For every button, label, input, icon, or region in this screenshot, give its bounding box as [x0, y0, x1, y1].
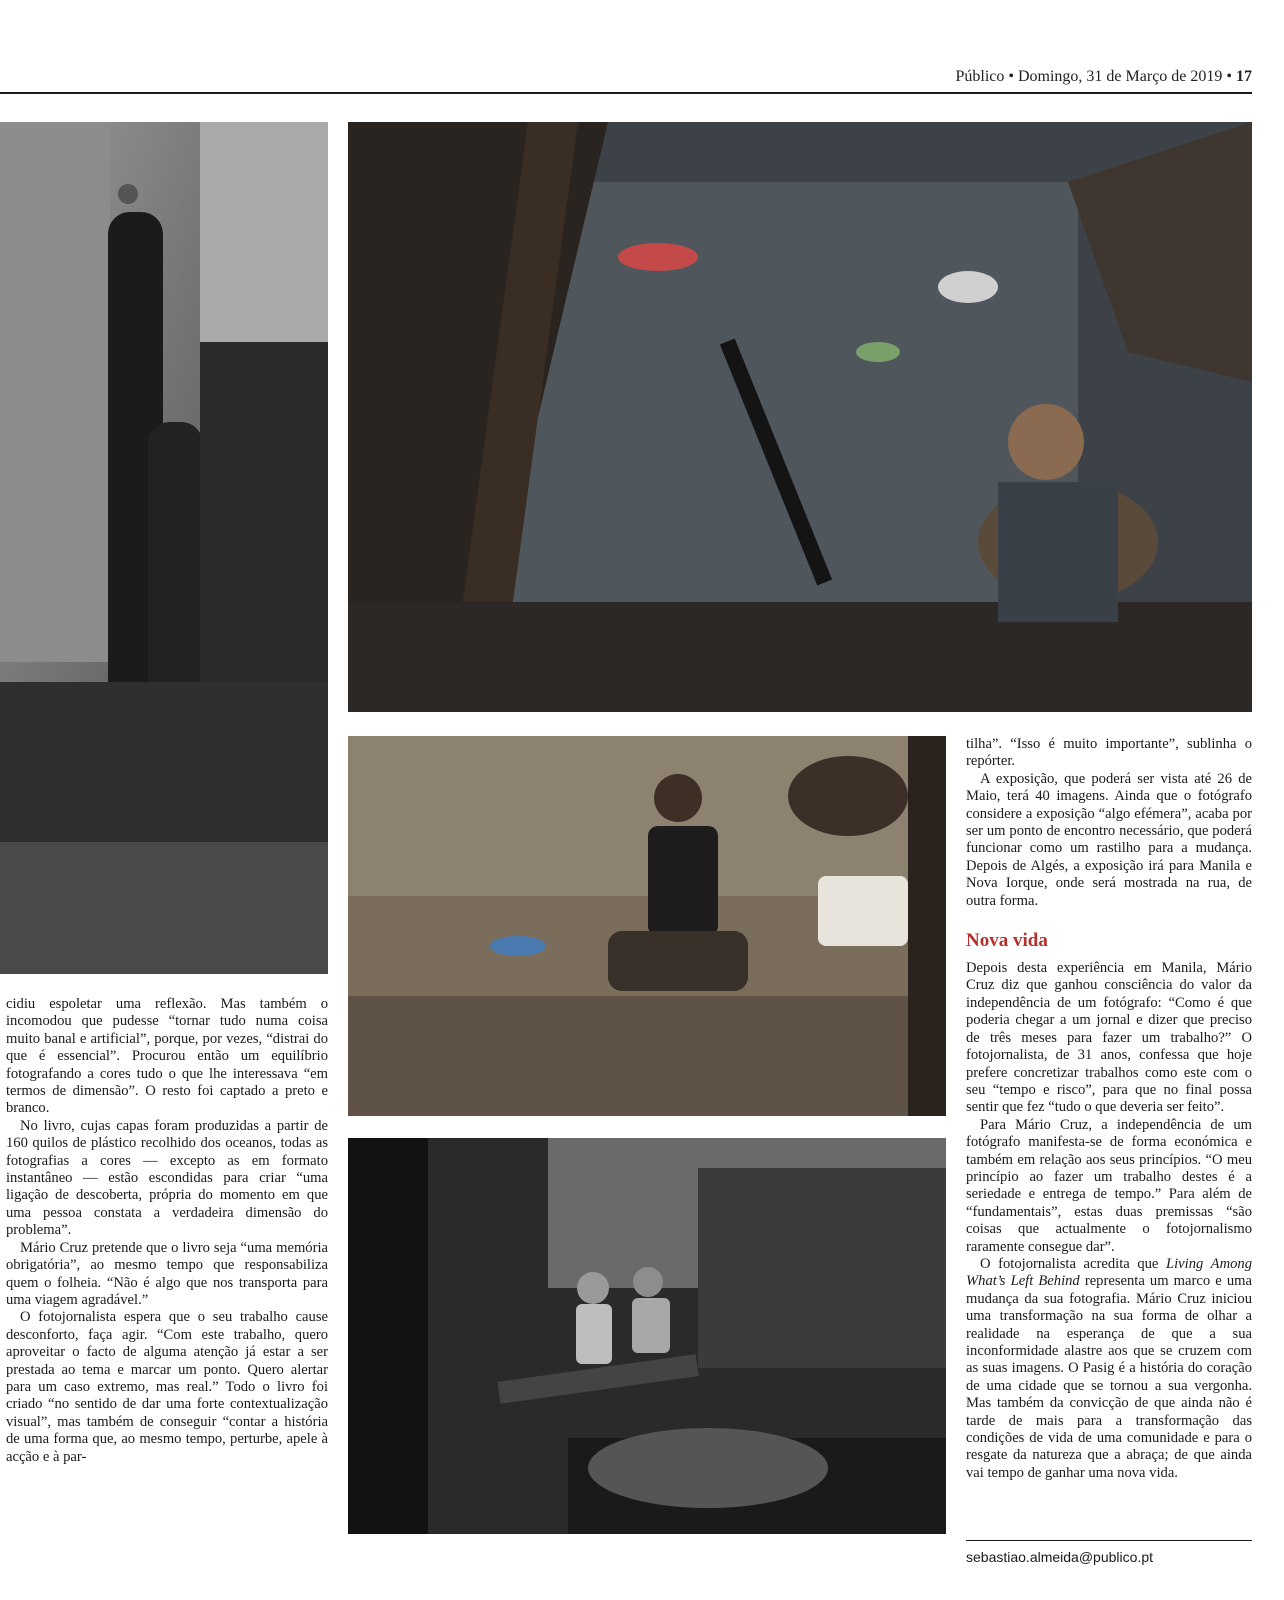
issue-date: Domingo, 31 de Março de 2019 — [1017, 68, 1223, 85]
paragraph-text: representa um marco e uma mudança da sua fotografia. Mário Cruz iniciou uma transformação na sua forma de olhar a realidade na esperança de que a sua inconformidade alastre aos que se cruzem com as suas imagens. O Pasig é a história do coração de uma cidade que se tornou a sua vergonha. Mas também da convicção de que ainda não é tarde de mais para a transformação das condições de vida de uma comunidade e para o resgate da natureza que a abraça; de que ainda vai tempo de ganhar uma nova vida. — [966, 1273, 1252, 1481]
photo-gas-cylinders — [0, 122, 328, 974]
paragraph: Depois desta experiência em Manila, Mário Cruz diz que ganhou consciência do valor da independência de um fotógrafo: “Como é que poderia chegar a um jornal e dizer que preciso de três meses para fazer um trabalho?” O fotojornalista, de 31 anos, confessa que hoje prefere concretizar trabalhos como este com o seu “tempo e risco”, para que no final possa sentir que fez “tudo o que deveria ser feito”. — [966, 960, 1252, 1116]
section-subhead: Nova vida — [966, 930, 1048, 952]
article-right-column — [966, 736, 1252, 1482]
header-dateline: Público • Domingo, 31 de Março de 2019 • 17 — [955, 68, 1252, 85]
paragraph: A exposição, que poderá ser vista até 26 de Maio, terá 40 imagens. Ainda que o fotógrafo considere a exposição “algo efémera”, acaba por ser um ponto de encontro necessário, que poderá funcionar como um rastilho para a mudança. Depois de Algés, a exposição irá para Manila e Nova Iorque, onde será mostrada na rua, de outra forma. — [966, 770, 1252, 909]
author-email[interactable]: sebastiao.almeida@publico.pt — [966, 1540, 1252, 1565]
article-left-column — [6, 996, 328, 1466]
photo-river-boy — [348, 122, 1252, 712]
paragraph: tilha”. “Isso é muito importante”, sublinha o repórter. — [966, 736, 1252, 770]
paragraph: Mário Cruz pretende que o livro seja “uma memória obrigatória”, ao mesmo tempo que responsabiliza quem o folheia. “Não é algo que nos transporta para uma viagem agradável.” — [6, 1239, 328, 1308]
paragraph: O fotojornalista espera que o seu trabalho cause desconforto, faça agir. “Com este trabalho, quero aproveitar o facto de alguma atenção já estar a ser prestada ao tema e marcar um ponto. Quero alertar para um caso extremo, mas real.” Todo o livro foi criado “no sentido de dar uma forte contextualização visual”, mas também de conseguir “contar a história de uma forma que, ao mesmo tempo, perturbe, apele à acção e à par- — [6, 1309, 328, 1465]
paragraph: No livro, cujas capas foram produzidas a partir de 160 quilos de plástico recolhido dos oceanos, todas as fotografias a cores — excepto as em formato instantâneo — estão escondidas para criar “uma ligação de descoberta, própria do momento em que uma pessoa constata a verdadeira dimensão do problema”. — [6, 1117, 328, 1239]
page-number: 17 — [1236, 68, 1252, 85]
paragraph: Para Mário Cruz, a independência de um fotógrafo manifesta-se de forma económica e também em relação aos seus princípios. “O meu princípio ao fazer um trabalho destes é a seriedade e entrega de tempo.” Para além de “fundamentais”, estas duas premissas “são coisas que actualmente o fotojornalismo raramente consegue dar”. — [966, 1116, 1252, 1255]
photo-children-shacks — [348, 1138, 946, 1534]
publication-name: Público — [955, 68, 1005, 85]
page-header — [0, 64, 1252, 94]
book-title: Living Among What’s Left Behind — [966, 1255, 1252, 1290]
paragraph — [966, 1256, 1252, 1482]
photo-man-eating — [348, 736, 946, 1116]
paragraph-text: O fotojornalista acredita que — [980, 1255, 1167, 1272]
paragraph: cidiu espoletar uma reflexão. Mas também o incomodou que pudesse “tornar tudo numa coisa muito banal e artificial”, porque, por vezes, “distrai do que é essencial”. Procurou então um equilíbrio fotografando a cores tudo o que lhe interessava “em termos de dimensão”. O resto foi captado a preto e branco. — [6, 996, 328, 1117]
